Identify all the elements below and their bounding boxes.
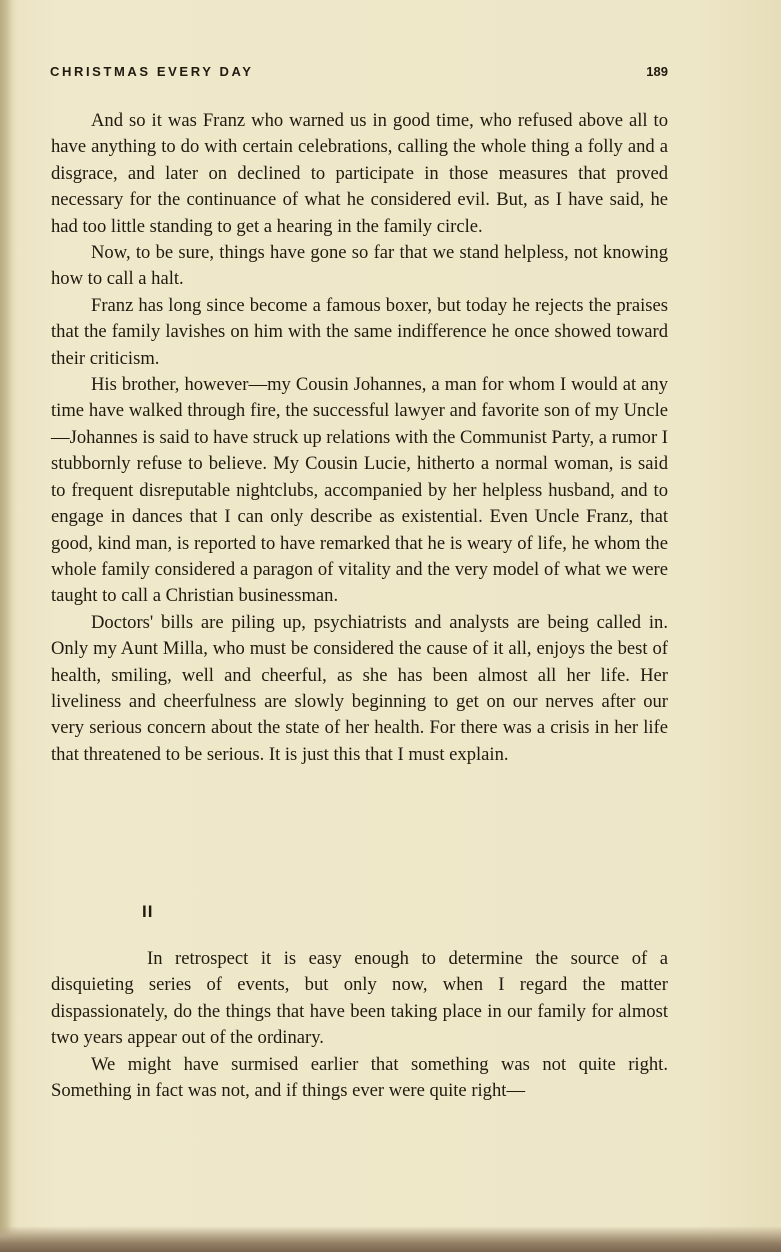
paragraph: And so it was Franz who warned us in good time, who refused above all to have anything to do with certain celebrations, calling the whole thing a folly and a disgrace, and later on declined to participate in those measures that proved necessary for the continuance of what he considered evil. But, as I have said, he had too little standing to get a hearing in the family circle. <box>51 110 668 237</box>
paragraph: Now, to be sure, things have gone so far that we stand helpless, not knowing how to call a halt. <box>51 242 668 290</box>
paragraph: Doctors' bills are piling up, psychiatrists and analysts are being called in. Only my Aunt Milla, who must be considered the cause of it all, enjoys the best of health, smiling, well and cheerful, as she has been almost all her life. Her liveliness and cheerfulness are slowly beginning to get on our nerves after our very serious concern about the state of her health. For there was a crisis in her life that threatened to be serious. It is just this that I must explain. <box>51 611 668 765</box>
paragraph: We might have surmised earlier that something was not quite right. Something in fact was not, and if things ever were quite right— <box>51 1053 668 1102</box>
page-bottom-edge <box>0 1226 781 1252</box>
body-text <box>51 108 668 768</box>
paragraph: His brother, however—my Cousin Johannes, a man for whom I would at any time have walked through fire, the successful lawyer and favorite son of my Uncle—Johannes is said to have struck up relations with the Communist Party, a rumor I stubbornly refuse to believe. My Cousin Lucie, hitherto a normal woman, is said to frequent disreputable nightclubs, accompanied by her helpless husband, and to engage in dances that I can only describe as existential. Even Uncle Franz, that good, kind man, is reported to have remarked that he is weary of life, he whom the whole family considered a paragon of vitality and the very model of what we were taught to call a Christian businessman. <box>51 374 668 607</box>
paragraph: Franz has long since become a famous boxer, but today he rejects the praises that the family lavishes on him with the same indifference he once showed toward their criticism. <box>51 294 668 369</box>
section-number: II <box>142 902 154 921</box>
running-head <box>50 64 670 86</box>
section-body-text <box>51 946 668 1104</box>
paragraph: In retrospect it is easy enough to determine the source of a disquieting series of events, but only now, when I regard the matter dispassionately, do the things that have been taking place in our family for almost two years appear out of the ordinary. <box>51 948 668 1049</box>
running-head-title: CHRISTMAS EVERY DAY <box>50 64 254 79</box>
page-gutter-shadow <box>0 0 12 1252</box>
page-number: 189 <box>646 64 668 79</box>
